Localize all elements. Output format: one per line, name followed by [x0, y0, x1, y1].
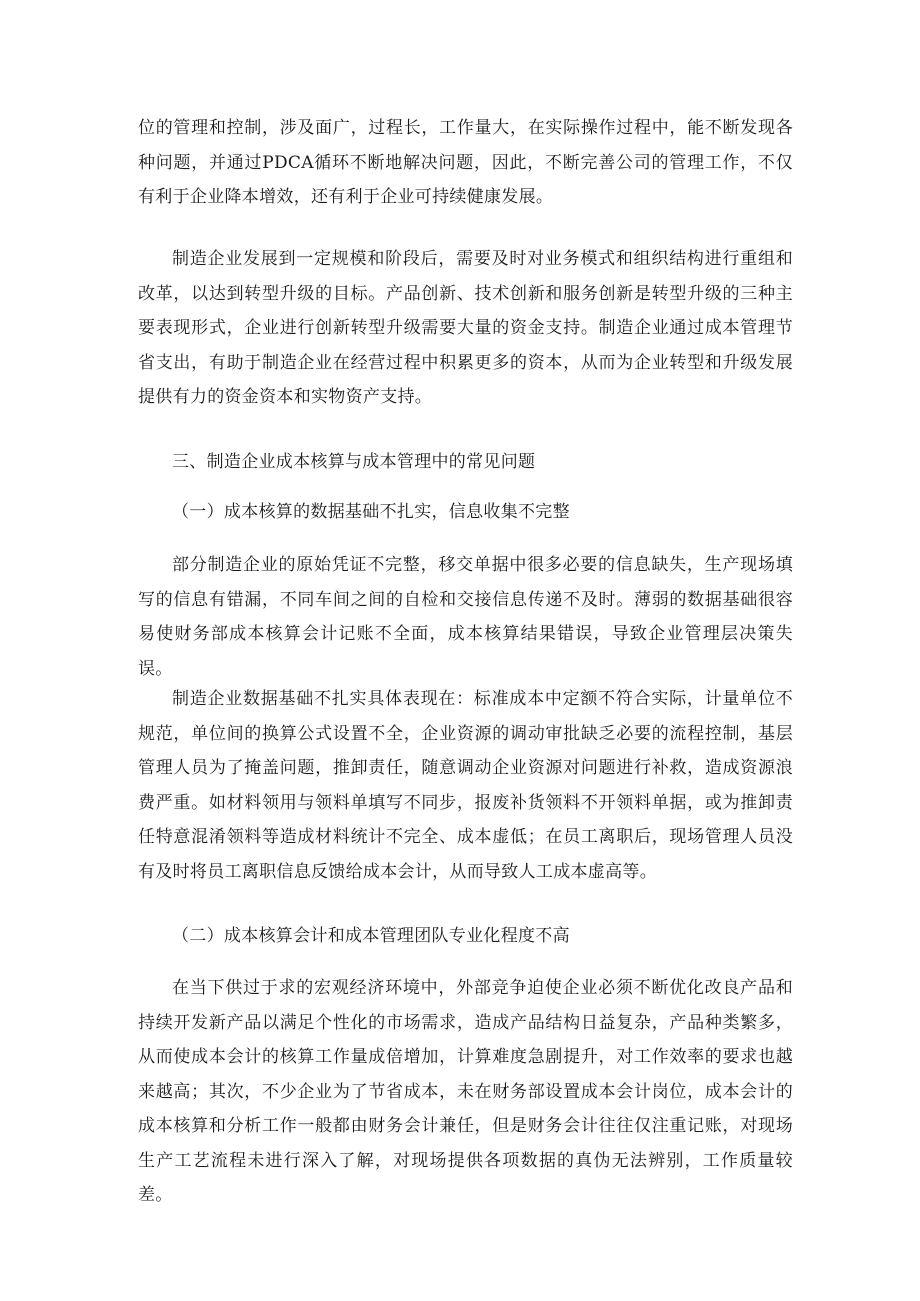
subsection-heading-2: （二）成本核算会计和成本管理团队专业化程度不高: [172, 926, 570, 946]
section-heading-3: 三、制造企业成本核算与成本管理中的常见问题: [172, 452, 536, 472]
subsection-heading-1: （一）成本核算的数据基础不扎实，信息收集不完整: [172, 502, 570, 522]
paragraph-data-foundation: 部分制造企业的原始凭证不完整，移交单据中很多必要的信息缺失，生产现场填写的信息有错漏，不同车间之间的自检和交接信息传递不及时。薄弱的数据基础很容易使财务部成本核算会计记账不全面，成本核算结果错误，导致企业管理层决策失误。: [138, 555, 793, 679]
paragraph-team-professionalism: 在当下供过于求的宏观经济环境中，外部竞争迫使企业必须不断优化改良产品和持续开发新产品以满足个性化的市场需求，造成产品结构日益复杂，产品种类繁多，从而使成本会计的核算工作量成倍增加，计算难度急剧提升，对工作效率的要求也越来越高；其次，不少企业为了节省成本，未在财务部设置成本会计岗位，成本会计的成本核算和分析工作一般都由财务会计兼任，但是财务会计往往仅注重记账，对现场生产工艺流程未进行深入了解，对现场提供各项数据的真伪无法辨别，工作质量较差。: [138, 978, 793, 1205]
paragraph-continuation: 位的管理和控制，涉及面广，过程长，工作量大，在实际操作过程中，能不断发现各种问题，并通过PDCA循环不断地解决问题，因此，不断完善公司的管理工作，不仅有利于企业降本增效，还有利于企业可持续健康发展。: [138, 118, 793, 207]
paragraph-transformation: 制造企业发展到一定规模和阶段后，需要及时对业务模式和组织结构进行重组和改革，以达到转型升级的目标。产品创新、技术创新和服务创新是转型升级的三种主要表现形式，企业进行创新转型升级需要大量的资金支持。制造企业通过成本管理节省支出，有助于制造企业在经营过程中积累更多的资本，从而为企业转型和升级发展提供有力的资金资本和实物资产支持。: [138, 249, 793, 407]
paragraph-data-details: 制造企业数据基础不扎实具体表现在：标准成本中定额不符合实际，计量单位不规范，单位间的换算公式设置不全，企业资源的调动审批缺乏必要的流程控制，基层管理人员为了掩盖问题，推卸责任，随意调动企业资源对问题进行补救，造成资源浪费严重。如材料领用与领料单填写不同步，报废补货领料不开领料单据，或为推卸责任特意混淆领料等造成材料统计不完全、成本虚低；在员工离职后，现场管理人员没有及时将员工离职信息反馈给成本会计，从而导致人工成本虚高等。: [138, 689, 793, 882]
